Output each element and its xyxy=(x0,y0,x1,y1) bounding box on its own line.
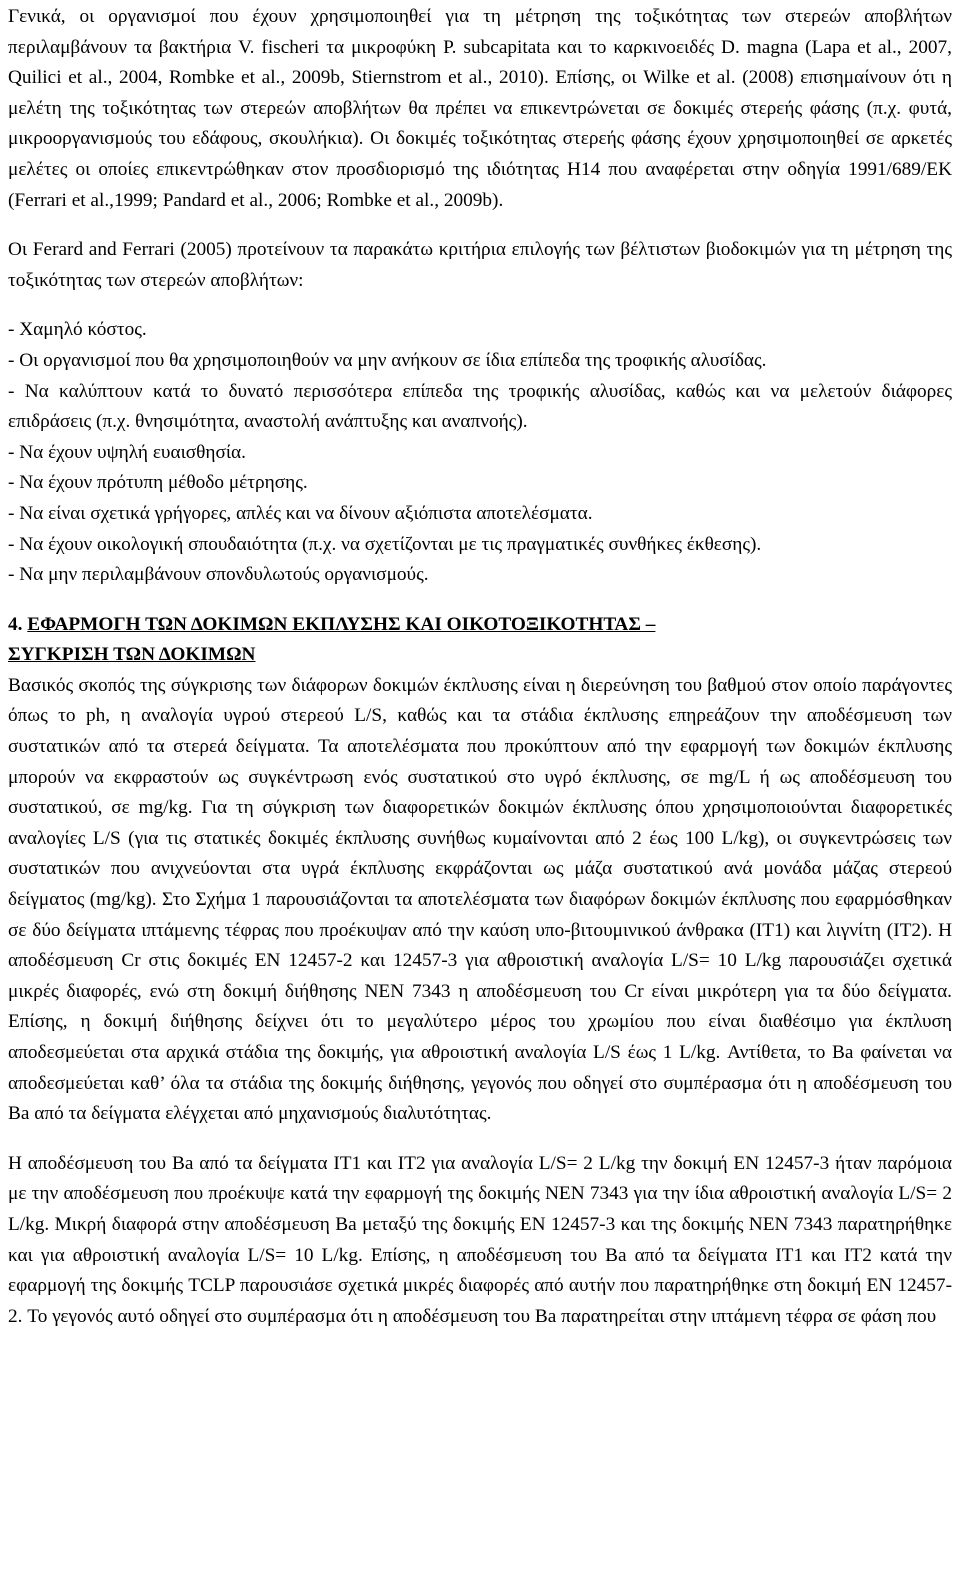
criteria-item: - Να έχουν οικολογική σπουδαιότητα (π.χ. να σχετίζονται με τις πραγματικές συνθήκες έκθεσης). xyxy=(8,533,762,555)
paragraph-leaching-comparison: Βασικός σκοπός της σύγκρισης των διάφορων δοκιμών έκπλυσης είναι η διερεύνηση του βαθμού στον οποίο παράγοντες όπως το ph, η αναλογία υγρού στερεού L/S, καθώς και τα στάδια έκπλυσης επηρεάζουν την αποδέσμευση των συστατικών από τα στερεά δείγματα. Τα αποτελέσματα που προκύπτουν από την εφαρμογή των δοκιμών έκπλυσης μπορούν να εκφραστούν ως συγκέντρωση ενός συστατικού στο υγρό έκπλυσης, σε mg/L ή ως αποδέσμευση του συστατικού, σε mg/kg. Για τη σύγκριση των διαφορετικών δοκιμών έκπλυσης όπου χρησιμοποιούνται διαφορετικές αναλογίες L/S (για τις στατικές δοκιμές έκπλυσης συνήθως κυμαίνονται από 2 έως 100 L/kg), οι συγκεντρώσεις των συστατικών που ανιχνεύονται στα υγρά έκπλυσης εκφράζονται ως μάζα συστατικού ανά μονάδα μάζας στερεού δείγματος (mg/kg). Στο Σχήμα 1 παρουσιάζονται τα αποτελέσματα των διαφόρων δοκιμών έκπλυσης που εφαρμόσθηκαν σε δύο δείγματα ιπτάμενης τέφρας που προέκυψαν από την καύση υπο-βιτουμινικού άνθρακα (IT1) και λιγνίτη (IT2). Η αποδέσμευση Cr στις δοκιμές EN 12457-2 και 12457-3 για αθροιστική αναλογία L/S= 10 L/kg παρουσιάζει σχετικά μικρές διαφορές, ενώ στη δοκιμή διήθησης NEN 7343 η αποδέσμευση του Cr είναι μικρότερη για τα δύο δείγματα. Επίσης, η δοκιμή διήθησης δείχνει ότι το μεγαλύτερο μέρος του χρωμίου που είναι διαθέσιμο για έκπλυση αποδεσμεύεται στα αρχικά στάδια της δοκιμής, για αθροιστική αναλογία L/S έως 1 L/kg. Αντίθετα, το Ba φαίνεται να αποδεσμεύεται καθ’ όλα τα στάδια της δοκιμής διήθησης, γεγονός που οδηγεί στο συμπέρασμα ότι η αποδέσμευση του Ba από τα δείγματα ελέγχεται από μηχανισμούς διαλυτότητας. xyxy=(8,674,952,1125)
section-number: 4. xyxy=(8,613,23,635)
criteria-list xyxy=(8,315,952,590)
criteria-item: - Να καλύπτουν κατά το δυνατό περισσότερα επίπεδα της τροφικής αλυσίδας, καθώς και να μελετούν διάφορες επιδράσεις (π.χ. θνησιμότητα, αναστολή ανάπτυξης και αναπνοής). xyxy=(8,380,952,433)
section-title-line1: ΕΦΑΡΜΟΓΗ ΤΩΝ ΔΟΚΙΜΩΝ ΕΚΠΛΥΣΗΣ ΚΑΙ ΟΙΚΟΤΟΞΙΚΟΤΗΤΑΣ – xyxy=(27,613,656,635)
criteria-item: - Οι οργανισμοί που θα χρησιμοποιηθούν να μην ανήκουν σε ίδια επίπεδα της τροφικής αλυσίδας. xyxy=(8,349,767,371)
paragraph-selection-criteria-intro: Οι Ferard and Ferrari (2005) προτείνουν τα παρακάτω κριτήρια επιλογής των βέλτιστων βιοδοκιμών για τη μέτρηση της τοξικότητας των στερεών αποβλήτων: xyxy=(8,239,952,291)
spacer xyxy=(8,1130,952,1149)
paragraph-toxicity-organisms: Γενικά, οι οργανισμοί που έχουν χρησιμοποιηθεί για τη μέτρηση της τοξικότητας των στερεών αποβλήτων περιλαμβάνουν τα βακτήρια V. fischeri τα μικροφύκη P. subcapitata και το καρκινοειδές D. magna (Lapa et al., 2007, Quilici et al., 2004, Rombke et al., 2009b, Stiernstrom et al., 2010). Επίσης, οι Wilke et al. (2008) επισημαίνουν ότι η μελέτη της τοξικότητας των στερεών αποβλήτων θα πρέπει να επικεντρώνεται σε δοκιμές στερεής φάσης (π.χ. φυτά, μικροοργανισμούς του εδάφους, σκουλήκια). Οι δοκιμές τοξικότητας στερεής φάσης έχουν χρησιμοποιηθεί σε αρκετές μελέτες οι οποίες επικεντρώθηκαν στον προσδιορισμό της ιδιότητας Η14 που αναφέρεται στην οδηγία 1991/689/ΕΚ (Ferrari et al.,1999; Pandard et al., 2006; Rombke et al., 2009b). xyxy=(8,6,952,211)
section-heading xyxy=(8,610,952,671)
spacer xyxy=(8,296,952,315)
spacer xyxy=(8,591,952,610)
spacer xyxy=(8,216,952,235)
criteria-item: - Να μην περιλαμβάνουν σπονδυλωτούς οργανισμούς. xyxy=(8,564,429,586)
criteria-item: - Χαμηλό κόστος. xyxy=(8,319,147,341)
criteria-item: - Να είναι σχετικά γρήγορες, απλές και να δίνουν αξιόπιστα αποτελέσματα. xyxy=(8,502,593,524)
section-title-line2: ΣΥΓΚΡΙΣΗ ΤΩΝ ΔΟΚΙΜΩΝ xyxy=(8,644,256,666)
criteria-item: - Να έχουν πρότυπη μέθοδο μέτρησης. xyxy=(8,472,308,494)
paragraph-ba-release: Η αποδέσμευση του Ba από τα δείγματα IT1 και IT2 για αναλογία L/S= 2 L/kg την δοκιμή EN 12457-3 ήταν παρόμοια με την αποδέσμευση που προέκυψε κατά την εφαρμογή της δοκιμής NEN 7343 για την ίδια αθροιστική αναλογία L/S= 2 L/kg. Μικρή διαφορά στην αποδέσμευση Ba μεταξύ της δοκιμής EN 12457-3 και της δοκιμής NEN 7343 παρατηρήθηκε και για αθροιστική αναλογία L/S= 10 L/kg. Επίσης, η αποδέσμευση του Ba από τα δείγματα IT1 και IT2 κατά την εφαρμογή της δοκιμής TCLP παρουσιάσε σχετικά μικρές διαφορές από αυτήν που παρατηρήθηκε στη δοκιμή EN 12457-2. Το γεγονός αυτό οδηγεί στο συμπέρασμα ότι η αποδέσμευση του Ba παρατηρείται στην ιπτάμενη τέφρα σε φάση που xyxy=(8,1152,952,1327)
criteria-item: - Να έχουν υψηλή ευαισθησία. xyxy=(8,441,246,463)
